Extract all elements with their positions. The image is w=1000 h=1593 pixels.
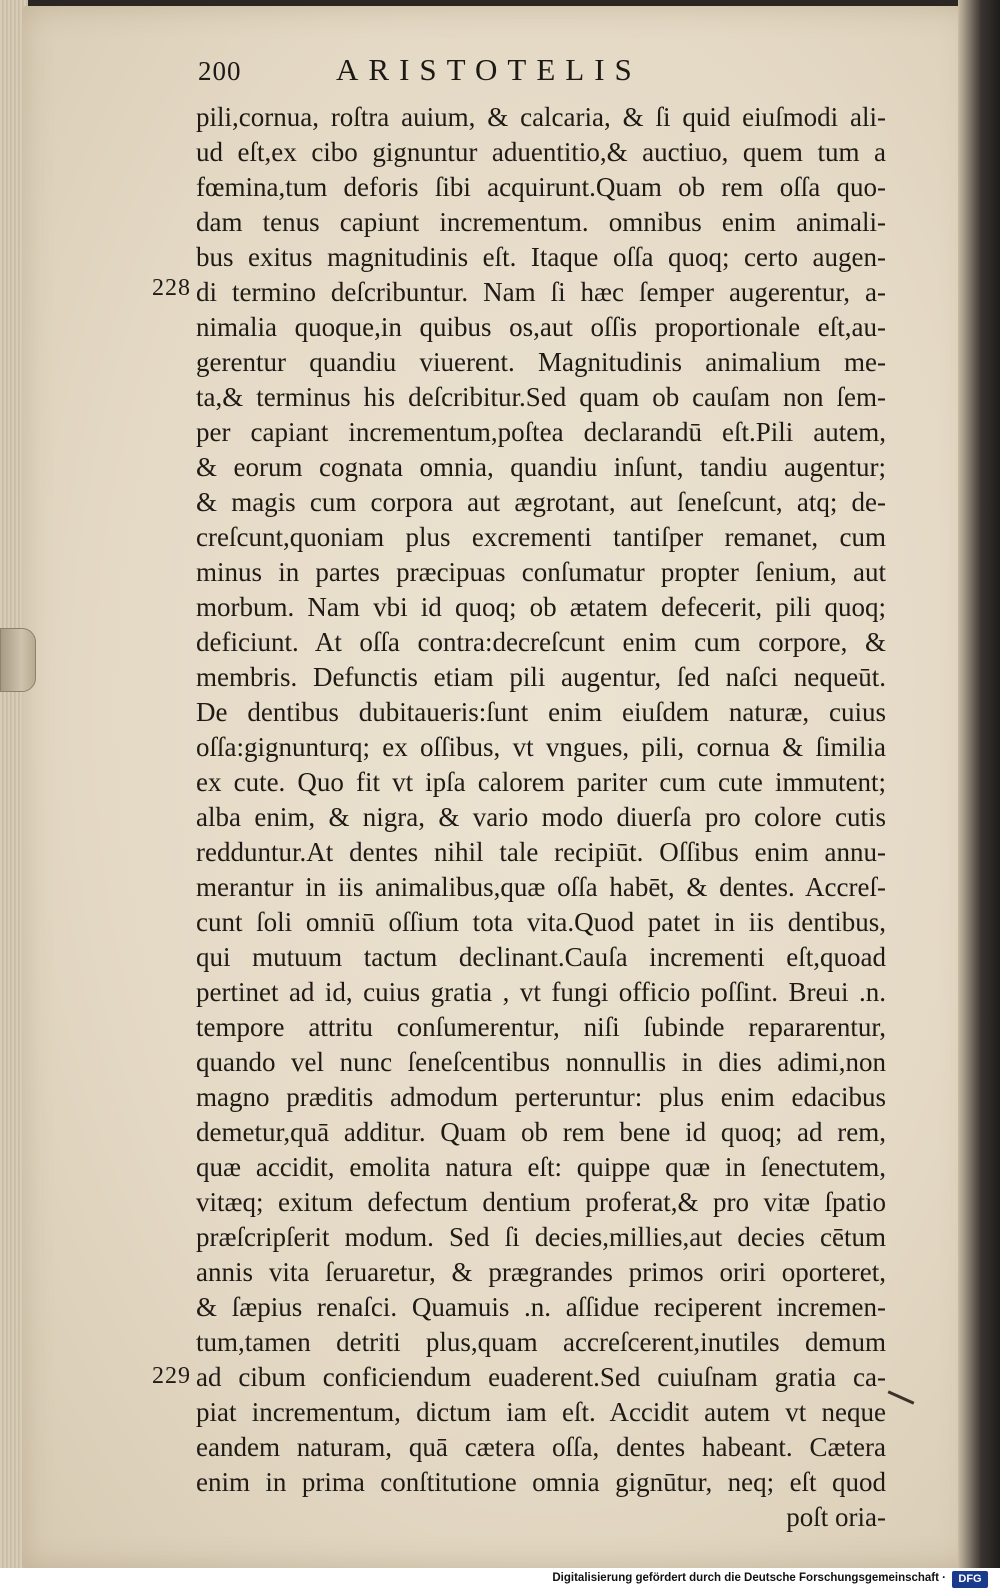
text-line: magno præditis admodum perteruntur: plus enim edacibus bbox=[196, 1082, 886, 1112]
text-line: pili,cornua, roſtra auium, & calcaria, & ſi quid eiuſmodi ali- bbox=[196, 102, 886, 132]
text-line: piat incrementum, dictum iam eſt. Accidit autem vt neque bbox=[196, 1397, 886, 1427]
text-line: annis vita ſeruaretur, & prægrandes primos oriri oporteret, bbox=[196, 1257, 886, 1287]
running-title: ARISTOTELIS bbox=[336, 52, 642, 87]
page-number: 200 bbox=[198, 56, 242, 86]
text-line: quæ accidit, emolita natura eſt: quippe quæ in ſenectutem, bbox=[196, 1152, 886, 1182]
text-line: creſcunt,quoniam plus excrementi tantiſper remanet, cum bbox=[196, 522, 886, 552]
text-line: morbum. Nam vbi id quoq; ob ætatem defecerit, pili quoq; bbox=[196, 592, 886, 622]
text-line: præſcripſerit modum. Sed ſi decies,millies,aut decies cētum bbox=[196, 1222, 886, 1252]
text-line: ad cibum conficiendum euaderent.Sed cuiuſnam gratia ca- bbox=[196, 1362, 886, 1392]
text-line: fœmina,tum deforis ſibi acquirunt.Quam ob rem oſſa quo- bbox=[196, 172, 886, 202]
funding-credit: Digitalisierung gefördert durch die Deutsche Forschungsgemeinschaft · bbox=[552, 1572, 946, 1584]
marginal-number: 228 bbox=[152, 275, 191, 301]
text-line: bus exitus magnitudinis eſt. Itaque oſſa quoq; certo augen- bbox=[196, 242, 886, 272]
text-line: ta,& terminus his deſcribitur.Sed quam ob cauſam non ſem- bbox=[196, 382, 886, 412]
text-line: enim in prima conſtitutione omnia gignūtur, neq; eſt quod bbox=[196, 1467, 886, 1497]
text-line: & eorum cognata omnia, quandiu inſunt, tandiu augentur; bbox=[196, 452, 886, 482]
text-line: & magis cum corpora aut ægrotant, aut ſeneſcunt, atq; de- bbox=[196, 487, 886, 517]
text-line: quando vel nunc ſeneſcentibus nonnullis in dies adimi,non bbox=[196, 1047, 886, 1077]
text-line: tempore attritu conſumerentur, niſi ſubinde repararentur, bbox=[196, 1012, 886, 1042]
text-line: gerentur quandiu viuerent. Magnitudinis animalium me- bbox=[196, 347, 886, 377]
text-line: pertinet ad id, cuius gratia , vt fungi officio poſſint. Breui .n. bbox=[196, 977, 886, 1007]
text-line: per capiant incrementum,poſtea declarandū eſt.Pili autem, bbox=[196, 417, 886, 447]
catchword: poſt oria- bbox=[786, 1502, 886, 1532]
text-line: merantur in iis animalibus,quæ oſſa habēt, & dentes. Accreſ- bbox=[196, 872, 886, 902]
text-line: alba enim, & nigra, & vario modo diuerſa pro colore cutis bbox=[196, 802, 886, 832]
text-line: nimalia quoque,in quibus os,aut oſſis proportionale eſt,au- bbox=[196, 312, 886, 342]
text-line: deficiunt. At oſſa contra:decreſcunt enim cum corpore, & bbox=[196, 627, 886, 657]
text-line: tum,tamen detriti plus,quam accreſcerent,inutiles demum bbox=[196, 1327, 886, 1357]
gutter-shadow bbox=[958, 0, 1000, 1568]
page-header bbox=[198, 52, 738, 96]
body-text bbox=[196, 100, 886, 1535]
text-line: minus in partes præcipuas conſumatur propter ſenium, aut bbox=[196, 557, 886, 587]
text-line: oſſa:gignunturq; ex oſſibus, vt vngues, pili, cornua & ſimilia bbox=[196, 732, 886, 762]
text-line: membris. Defunctis etiam pili augentur, ſed naſci nequeūt. bbox=[196, 662, 886, 692]
text-line: redduntur.At dentes nihil tale recipiūt. Oſſibus enim annu- bbox=[196, 837, 886, 867]
text-line: eandem naturam, quā cætera oſſa, dentes habeant. Cætera bbox=[196, 1432, 886, 1462]
text-line: vitæq; exitum defectum dentium proferat,& pro vitæ ſpatio bbox=[196, 1187, 886, 1217]
text-line: qui mutuum tactum declinant.Cauſa incrementi eſt,quoad bbox=[196, 942, 886, 972]
text-line: ex cute. Quo fit vt ipſa calorem pariter cum cute immutent; bbox=[196, 767, 886, 797]
marginal-number: 229 bbox=[152, 1363, 191, 1389]
text-line: cunt ſoli omniū oſſium tota vita.Quod patet in iis dentibus, bbox=[196, 907, 886, 937]
text-line: dam tenus capiunt incrementum. omnibus enim animali- bbox=[196, 207, 886, 237]
book-clasp bbox=[0, 628, 36, 692]
text-line: demetur,quā additur. Quam ob rem bene id quoq; ad rem, bbox=[196, 1117, 886, 1147]
text-line: ud eſt,ex cibo gignuntur aduentitio,& auctiuo, quem tum a bbox=[196, 137, 886, 167]
text-line: De dentibus dubitaueris:ſunt enim eiuſdem naturæ, cuius bbox=[196, 697, 886, 727]
footer-bar bbox=[0, 1568, 1000, 1593]
dfg-logo: DFG bbox=[952, 1571, 988, 1588]
text-line: di termino deſcribuntur. Nam ſi hæc ſemper augerentur, a- bbox=[196, 277, 886, 307]
text-line: & ſæpius renaſci. Quamuis .n. aſſidue reciperent incremen- bbox=[196, 1292, 886, 1322]
